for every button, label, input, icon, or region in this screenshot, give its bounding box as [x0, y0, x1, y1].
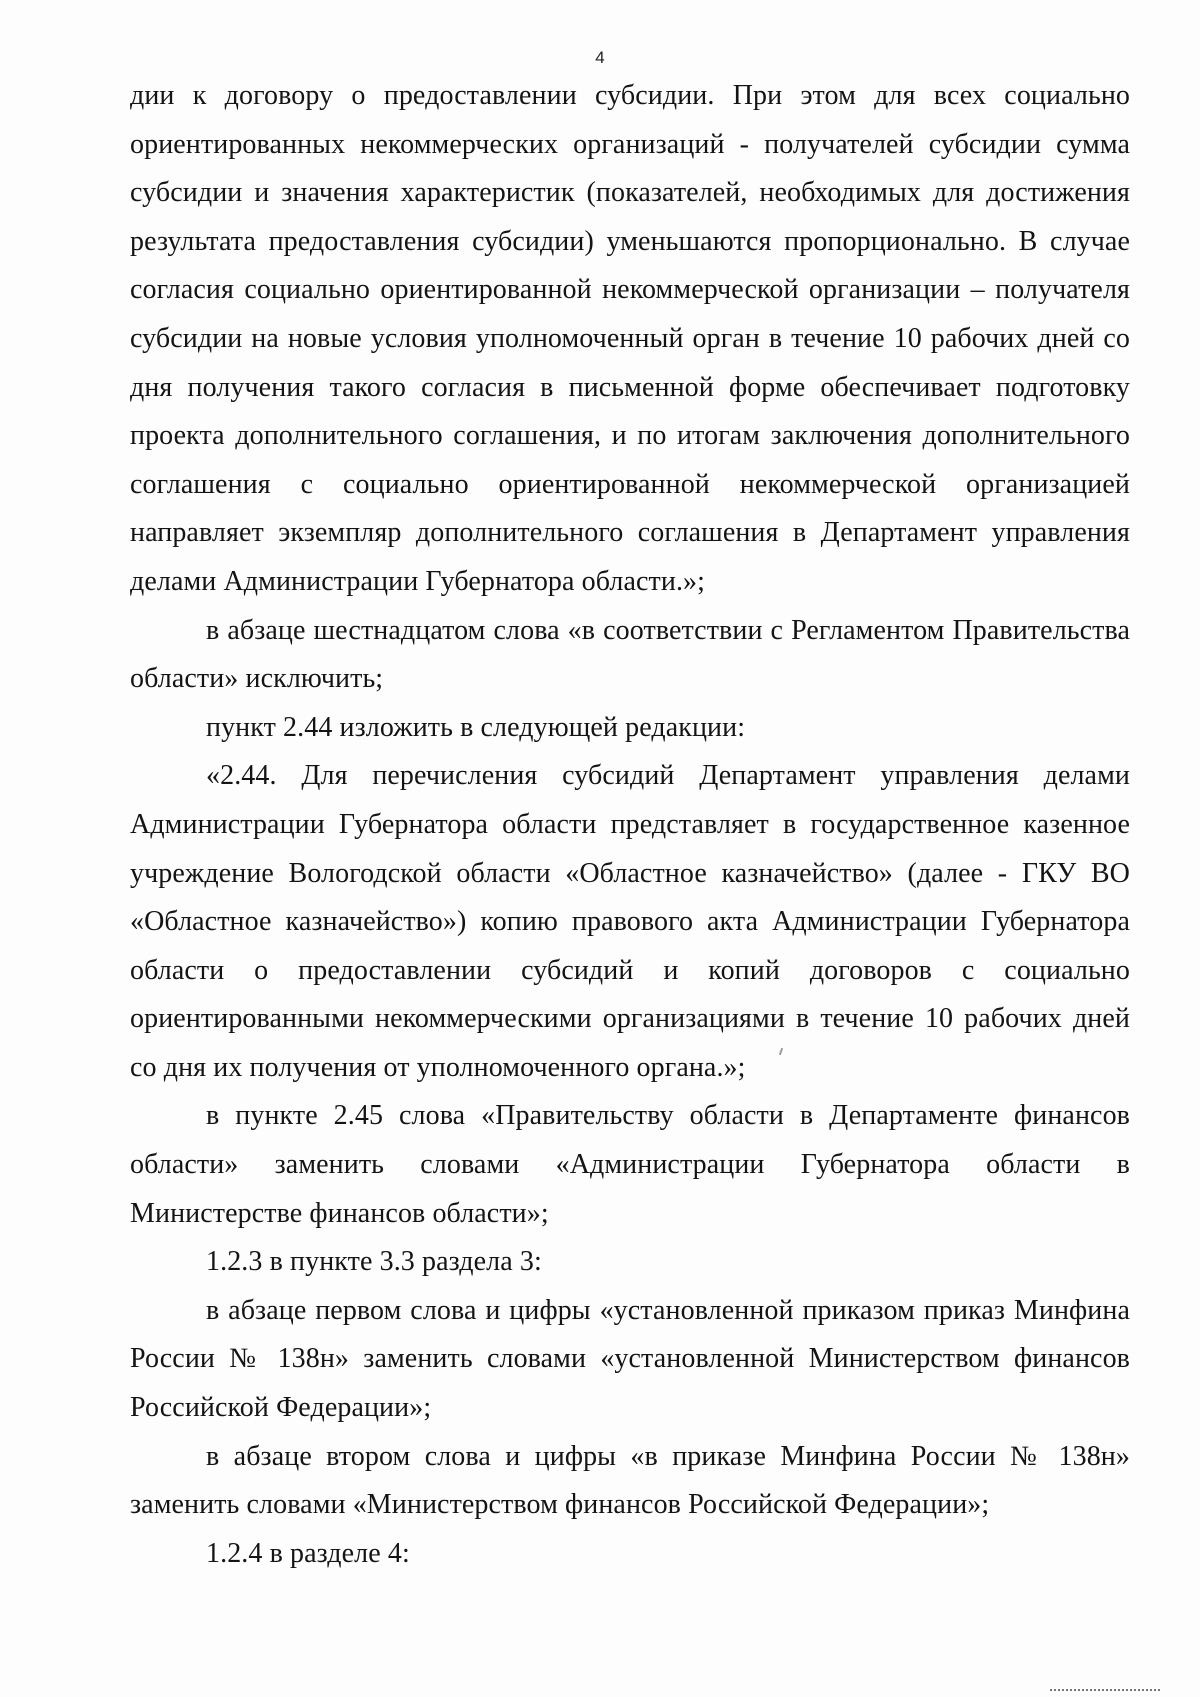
paragraph-continuation: дии к договору о предоставлении субсидии. При этом для всех социально ориентированных некоммерческих организаций - получателей субсидии сумма субсидии и значения характеристик (показателей, необходимых для достижения результата предоставления субсидии) уменьшаются пропорционально. В случае согласия социально ориентированной некоммерческой организации – получателя субсидии на новые условия уполномоченный орган в течение 10 рабочих дней со дня получения такого согласия в письменной форме обеспечивает подготовку проекта дополнительного соглашения, и по итогам заключения дополнительного соглашения с социально ориентированной некоммерческой организацией направляет экземпляр дополнительного соглашения в Департамент управления делами Администрации Губернатора области.»; [130, 80, 1130, 597]
paragraph: в пункте 2.45 слова «Правительству области в Департаменте финансов области» заменить словами «Администрации Губернатора области в Министерстве финансов области»; [130, 1100, 1130, 1229]
paragraph: в абзаце шестнадцатом слова «в соответствии с Регламентом Правительства области» исключить; [130, 614, 1130, 695]
document-body [130, 72, 1130, 1578]
page-number: 4 [595, 48, 605, 67]
paragraph: 1.2.3 в пункте 3.3 раздела 3: [206, 1246, 542, 1278]
scan-artifact-dots [1050, 1683, 1160, 1691]
paragraph: пункт 2.44 изложить в следующей редакции: [206, 711, 746, 743]
paragraph: 1.2.4 в разделе 4: [206, 1537, 410, 1569]
paragraph: «2.44. Для перечисления субсидий Департамент управления делами Администрации Губернатора области представляет в государственное казенное учреждение Вологодской области «Областное казначейство» (далее - ГКУ ВО «Областное казначейство») копию правового акта Администрации Губернатора области о предоставлении субсидий и копий договоров с социально ориентированными некоммерческими организациями в течение 10 рабочих дней со дня их получения от уполномоченного органа.»; [130, 760, 1130, 1083]
paragraph: в абзаце втором слова и цифры «в приказе Минфина России № 138н» заменить словами «Министерством финансов Российской Федерации»; [130, 1440, 1130, 1521]
paragraph: в абзаце первом слова и цифры «установленной приказом приказ Минфина России № 138н» заменить словами «установленной Министерством финансов Российской Федерации»; [130, 1294, 1130, 1424]
